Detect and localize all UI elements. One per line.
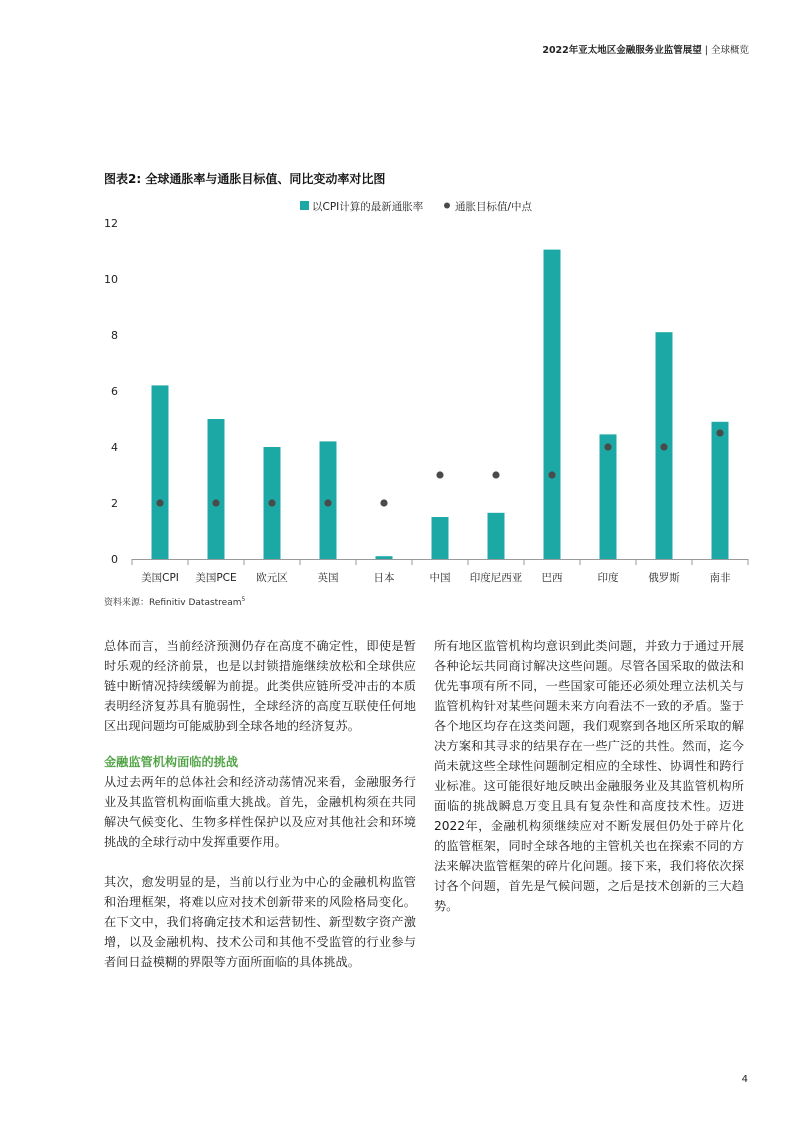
y-tick-label: 8 bbox=[111, 329, 118, 342]
bar bbox=[600, 434, 617, 559]
source-footnote: 5 bbox=[241, 596, 246, 603]
left-column bbox=[104, 636, 416, 972]
x-tick-label: 日本 bbox=[373, 572, 395, 584]
plot-area bbox=[132, 250, 748, 560]
section-heading: 金融监管机构面临的挑战 bbox=[104, 755, 239, 769]
chart-title: 图表2: 全球通胀率与通胀目标值、同比变动率对比图 bbox=[104, 172, 386, 186]
paragraph: 总体而言，当前经济预测仍存在高度不确定性，即使是暂时乐观的经济前景，也是以封锁措施继续放松和全球供应链中断情况持续缓解为前提。此类供应链所受冲击的本质表明经济复苏具有脆弱性，全球经济的高度互联使任何地区出现问题均可能威胁到全球各地的经济复苏。 bbox=[104, 639, 416, 733]
paragraph: 所有地区监管机构均意识到此类问题，并致力于通过开展各种论坛共同商讨解决这些问题。尽管各国采取的做法和优先事项有所不同，一些国家可能还必须处理立法机关与监管机构针对某些问题未来方向看法不一致的矛盾。鉴于各个地区均存在这类问题，我们观察到各地区所采取的解决方案和其寻求的结果存在一些广泛的共性。然而，迄今尚未就这些全球性问题制定相应的全球性、协调性和跨行业标准。这可能很好地反映出金融服务业及其监管机构所面临的挑战瞬息万变且具有复杂性和高度技术性。迈进2022年，金融机构须继续应对不断发展但仍处于碎片化的监管框架，同时全球各地的主管机关也在探索不同的方法来解决监管框架的碎片化问题。接下来，我们将依次探讨各个问题，首先是气候问题，之后是技术创新的三大趋势。 bbox=[434, 639, 744, 913]
bar bbox=[432, 517, 449, 559]
x-tick-label: 中国 bbox=[429, 572, 451, 584]
inflation-chart bbox=[0, 190, 793, 590]
x-tick-label: 美国PCE bbox=[195, 572, 237, 584]
paragraph: 其次，愈发明显的是，当前以行业为中心的金融机构监管和治理框架，将难以应对技术创新带来的风险格局变化。在下文中，我们将确定技术和运营韧性、新型数字资产激增，以及金融机构、技术公司和其他不受监管的行业参与者间日益模糊的界限等方面所面临的具体挑战。 bbox=[104, 875, 416, 969]
bar bbox=[152, 385, 169, 559]
target-point bbox=[716, 429, 723, 436]
legend-bar-swatch bbox=[300, 201, 309, 210]
header-separator: | bbox=[704, 45, 708, 56]
target-point bbox=[492, 471, 499, 478]
bar bbox=[376, 556, 393, 559]
bar bbox=[208, 419, 225, 559]
y-tick-label: 12 bbox=[104, 217, 118, 230]
chart-legend bbox=[300, 200, 533, 213]
target-point bbox=[436, 471, 443, 478]
x-tick-label: 欧元区 bbox=[256, 572, 288, 584]
x-tick-label: 南非 bbox=[709, 572, 731, 584]
source-label: 资料来源：Refinitiv Datastream bbox=[104, 598, 242, 608]
target-point bbox=[604, 443, 611, 450]
x-tick-label: 印度 bbox=[597, 572, 619, 584]
paragraph: 从过去两年的总体社会和经济动荡情况来看，金融服务行业及其监管机构面临重大挑战。首先，金融机构须在共同解决气候变化、生物多样性保护以及应对其他社会和环境挑战的全球行动中发挥重要作用。 bbox=[104, 775, 416, 849]
x-tick-label: 俄罗斯 bbox=[648, 572, 680, 584]
target-point bbox=[212, 499, 219, 506]
x-tick-label: 巴西 bbox=[541, 572, 563, 584]
legend-bar-label: 以CPI计算的最新通胀率 bbox=[312, 201, 424, 213]
x-tick-label: 印度尼西亚 bbox=[469, 572, 523, 584]
x-axis bbox=[132, 559, 748, 584]
target-point bbox=[660, 443, 667, 450]
page-number: 4 bbox=[741, 1074, 748, 1085]
right-column bbox=[434, 636, 744, 916]
x-tick-label: 英国 bbox=[317, 572, 339, 584]
y-tick-label: 2 bbox=[111, 497, 118, 510]
target-point bbox=[380, 499, 387, 506]
y-axis bbox=[104, 217, 118, 566]
header-title: 2022年亚太地区金融服务业监管展望 bbox=[542, 45, 702, 56]
running-header bbox=[542, 42, 749, 56]
target-point bbox=[156, 499, 163, 506]
target-point bbox=[548, 471, 555, 478]
y-tick-label: 0 bbox=[111, 553, 118, 566]
bar bbox=[544, 250, 561, 559]
y-tick-label: 4 bbox=[111, 441, 118, 454]
bar bbox=[712, 422, 729, 559]
target-point bbox=[268, 499, 275, 506]
target-point bbox=[324, 499, 331, 506]
chart-source bbox=[104, 595, 245, 608]
y-tick-label: 6 bbox=[111, 385, 118, 398]
header-section: 全球概览 bbox=[710, 45, 749, 56]
legend-point-label: 通胀目标值/中点 bbox=[455, 201, 533, 213]
y-tick-label: 10 bbox=[104, 273, 118, 286]
bar bbox=[488, 513, 505, 559]
legend-point-swatch bbox=[444, 203, 450, 209]
x-tick-label: 美国CPI bbox=[141, 572, 179, 584]
